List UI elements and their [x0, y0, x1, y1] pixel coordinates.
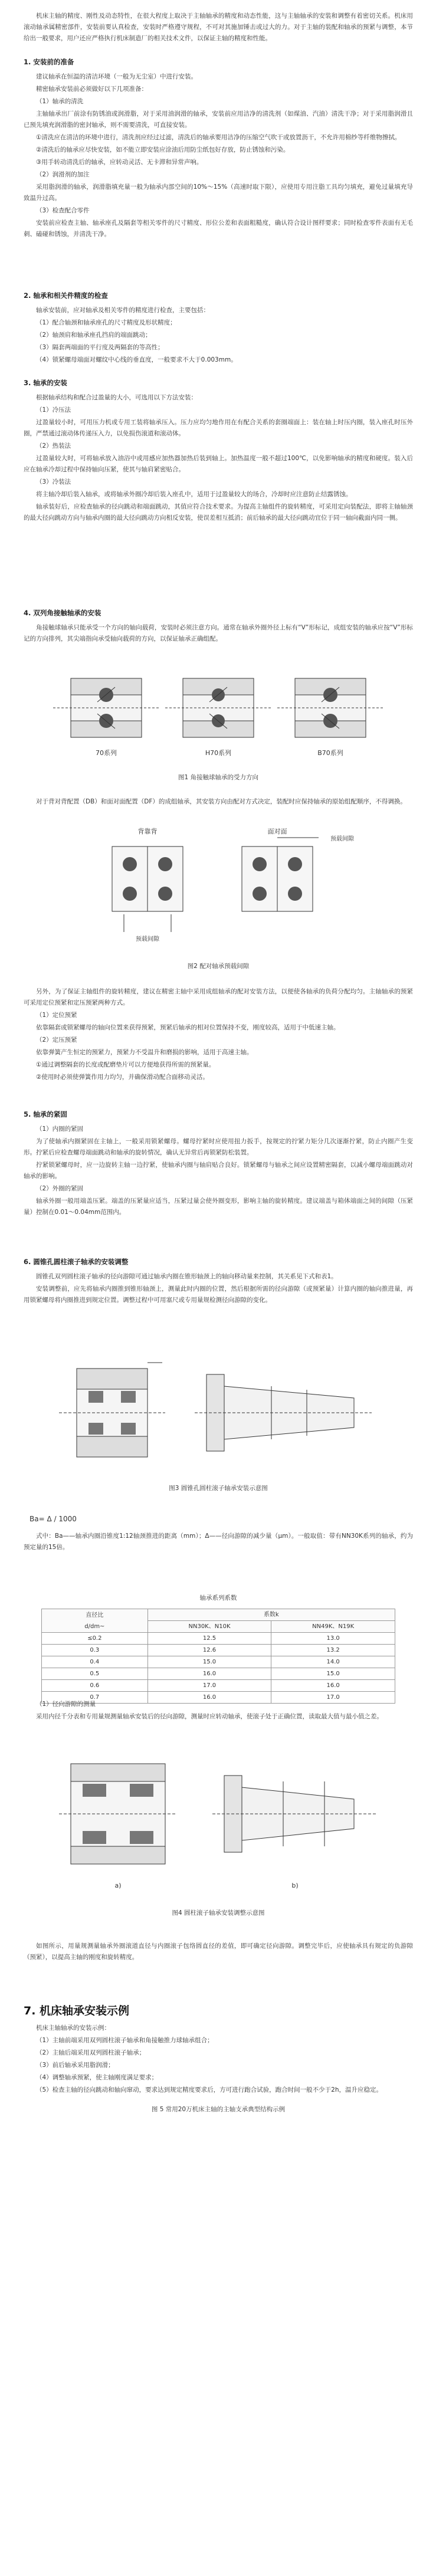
paragraph: 角接触球轴承只能承受一个方向的轴向载荷，安装时必须注意方向。通常在轴承外圈外径上标有“V”形标记，成组安装的轴承应按“V”形标记的方向排列，其尖端指向承受轴向载荷的方向，以保证轴承正确组配。 — [24, 624, 413, 642]
paragraph: ③用手转动清洗后的轴承，应转动灵活、无卡滞和异常声响。 — [36, 159, 203, 166]
figure-4-caption: 图4 圆柱滚子轴承安装调整示意图 — [172, 1909, 265, 1917]
figure-1 — [35, 661, 401, 779]
figure-4 — [47, 1746, 389, 1917]
paragraph: （3）检查配合零件 — [36, 207, 90, 214]
section-5-title: 5. 轴承的紧固 — [24, 1110, 67, 1118]
paragraph: （3）前后轴承采用脂润滑； — [36, 2062, 114, 2069]
paragraph: 圆锥孔双列圆柱滚子轴承的径向游隙可通过轴承内圈在锥形轴颈上的轴向移动量来控制，其关系见下式和表1。 — [36, 1273, 337, 1280]
figure-4-drawing — [47, 1746, 389, 1896]
paragraph: （2）定压预紧 — [36, 1036, 77, 1043]
figure-2-drawing — [77, 823, 360, 950]
roller-bearing-a — [59, 1764, 177, 1864]
paragraph: 拧紧锁紧螺母时，应一边旋转主轴一边拧紧，使轴承内圈与轴肩贴合良好。锁紧螺母与轴承之间应设置精密隔套，以减小螺母端面跳动对轴承的影响。 — [24, 1161, 413, 1180]
table-header-cell: 直径比 d/dm~ — [42, 1609, 148, 1633]
tapered-journal — [195, 1374, 372, 1451]
figure-2 — [77, 823, 360, 970]
figure-1-caption: 图1 角接触球轴承的受力方向 — [178, 774, 259, 781]
paragraph: （2）润滑剂的加注 — [36, 171, 90, 178]
paragraph: （2）热装法 — [36, 442, 71, 449]
paragraph: 轴承装好后，应检查轴承的径向跳动和端面跳动，其值应符合技术要求。为提高主轴组件的旋转精度，可采用定向装配法，即将主轴轴颈的最大径向跳动方向与轴承内圈的最大径向跳动方向相反安装，使误差相互抵消；前后轴承的最大径向跳动宜位于同一轴向截面内同一侧。 — [24, 503, 413, 521]
paragraph: （1）径向游隙的测量 — [36, 1701, 96, 1708]
paragraph: 主轴轴承出厂前涂有防锈油或润滑脂，对于采用油润滑的轴承，安装前应用洁净的清洗剂（如煤油、汽油）清洗干净；对于采用脂润滑且已预先填充润滑脂的密封轴承，则不需要清洗，可直接安装。 — [24, 110, 413, 129]
fig1-label-70: 70系列 — [96, 749, 117, 757]
paragraph: 轴承安装前，应对轴承及相关零件的精度进行检查，主要包括： — [36, 307, 209, 314]
paragraph: 根据轴承结构和配合过盈量的大小，可选用以下方法安装： — [36, 394, 197, 401]
paragraph: 将主轴冷却后装入轴承，或将轴承外圈冷却后装入座孔中，适用于过盈量较大的场合，冷却时应注意防止结露锈蚀。 — [36, 491, 352, 498]
section-4-fig2-intro — [24, 796, 413, 809]
table-row: 0.3 12.6 13.2 — [42, 1645, 395, 1656]
table-header-cell: NN49K、N19K — [271, 1621, 395, 1633]
paragraph: 安装调整前，应先将轴承内圈推到锥形轴颈上，测量此时内圈的位置，然后根据所需的径向游隙（或预紧量）计算内圈的轴向推进量，再用锁紧螺母将内圈推进到规定位置。调整过程中可用塞尺或专用量规检测径向游隙的变化。 — [24, 1285, 413, 1304]
paragraph: （3）冷装法 — [36, 478, 71, 485]
table-row: 0.5 16.0 15.0 — [42, 1668, 395, 1680]
paragraph: 采用脂润滑的轴承，润滑脂填充量一般为轴承内部空间的10%～15%（高速时取下限），应使用专用注脂工具均匀填充，避免过量填充导致温升过高。 — [24, 183, 413, 202]
section-5 — [24, 1109, 413, 1219]
table-row: 0.4 15.0 14.0 — [42, 1656, 395, 1668]
paragraph: 如图所示，用量规测量轴承外圈滚道直径与内圈滚子包络圆直径的差值，即可确定径向游隙。调整完毕后，应使轴承具有规定的负游隙（预紧），以提高主轴的刚度和旋转精度。 — [24, 1942, 413, 1961]
paragraph: 过盈量较大时，可将轴承放入油浴中或用感应加热器加热后装到轴上。加热温度一般不超过100℃，以免影响轴承的精度和硬度。装入后应在轴承冷却过程中保持轴向压紧，使其与轴肩紧密贴合。 — [24, 455, 413, 473]
fig1-label-b70: B70系列 — [317, 749, 343, 757]
paragraph: 过盈量较小时，可用压力机或专用工装将轴承压入。压力应均匀地作用在有配合关系的套圈端面上：装在轴上时压内圈，装入座孔时压外圈，严禁通过滚动体传递压入力，以免损伤滚道和滚动体。 — [24, 419, 413, 437]
intro-section — [24, 11, 413, 45]
table-title: 轴承系列系数 — [199, 1594, 237, 1602]
paragraph: 对于背对背配置（DB）和面对面配置（DF）的成组轴承，其安装方向由配对方式决定，装配时应保持轴承的原始组配顺序，不得调换。 — [36, 798, 407, 805]
intro-paragraph: 机床主轴的精度、刚性及动态特性，在很大程度上取决于主轴轴承的精度和动态性能，这与主轴轴承的安装和调整有着密切关系。机床用滚动轴承属精密部件，安装前要认真检查，安装时严格遵守规程，不可对其施加锤击或过大的力。对于主轴的装配和轴承的预紧与调整，本节给出一般要求，用户还应严格执行机床制造厂的相关技术文件，以保证主轴的精度和性能。 — [24, 12, 413, 42]
table-row: ≤0.2 12.5 13.0 — [42, 1633, 395, 1645]
section-6-title: 6. 圆锥孔圆柱滚子轴承的安装调整 — [24, 1258, 129, 1266]
fig2-label-back-to-back: 背靠背 — [137, 828, 158, 835]
section-1 — [24, 57, 413, 241]
section-4 — [24, 608, 413, 646]
paragraph: 另外，为了保证主轴组件的旋转精度，建议在精密主轴中采用成组轴承的配对安装方法，以便使各轴承的负荷分配均匀。主轴轴承的预紧可采用定位预紧和定压预紧两种方式。 — [24, 988, 413, 1006]
paragraph: （1）配合轴颈和轴承座孔的尺寸精度及形状精度； — [36, 319, 176, 326]
section-4-title: 4. 双列角接触轴承的安装 — [24, 609, 101, 617]
figure-3-caption: 图3 圆锥孔圆柱滚子轴承安装示意图 — [169, 1485, 268, 1492]
paragraph: （1）主轴前端采用双列圆柱滚子轴承和角接触推力球轴承组合； — [36, 2037, 214, 2044]
paragraph: （5）检查主轴的径向跳动和轴向窜动，要求达到规定精度要求后，方可进行跑合试验，跑合时间一般不少于2h，温升应稳定。 — [36, 2086, 383, 2093]
paragraph: 采用内径千分表和专用量规测量轴承安装后的径向游隙，测量时应转动轴承，使滚子处于正确位置，读取最大值与最小值之差。 — [36, 1713, 383, 1720]
section-4-continued — [24, 986, 413, 1084]
table-row: 0.6 17.0 16.0 — [42, 1680, 395, 1692]
paragraph: ②使用时必须使弹簧作用力均匀，并确保滑动配合面移动灵活。 — [36, 1074, 209, 1081]
paragraph: 建议轴承在恒温的清洁环境（一般为无尘室）中进行安装。 — [36, 73, 197, 80]
section-6-continued — [24, 1699, 413, 1724]
section-7 — [24, 2006, 413, 2115]
bearing-pair-db — [112, 846, 183, 932]
formula-block — [24, 1510, 413, 1554]
paragraph: （2）轴颈肩和轴承座孔挡肩的端面跳动； — [36, 332, 152, 339]
bearing-h70-series — [165, 678, 271, 737]
paragraph: 轴承外圈一般用端盖压紧。端盖的压紧量应适当，压紧过量会使外圈变形，影响主轴的旋转精度。建议端盖与箱体端面之间的间隙（压紧量）控制在0.01～0.04mm范围内。 — [24, 1197, 413, 1216]
paragraph: 依靠隔套或锁紧螺母的轴向位置来获得预紧，预紧后轴承的相对位置保持不变，刚度较高，适用于中低速主轴。 — [36, 1024, 340, 1031]
section-6 — [24, 1256, 413, 1307]
table-block — [41, 1593, 395, 1704]
bearing-b70-series — [277, 678, 383, 737]
figure-3-drawing — [47, 1351, 389, 1472]
bearing-pair-df — [242, 838, 319, 911]
paragraph: 依靠弹簧产生恒定的预紧力，预紧力不受温升和磨损的影响，适用于高速主轴。 — [36, 1049, 253, 1056]
paragraph: ②清洗后的轴承应尽快安装，如不能立即安装应涂油后用防尘纸包好存放，防止锈蚀和污染。 — [36, 146, 290, 153]
fig2-label-preload-gap-2: 预载间隙 — [330, 836, 354, 842]
paragraph: （2）外圈的紧固 — [36, 1185, 84, 1192]
section-1-title: 1. 安装前的准备 — [24, 58, 74, 66]
paragraph: （1）轴承的清洗 — [36, 98, 84, 105]
paragraph: （1）冷压法 — [36, 406, 71, 414]
paragraph: 机床主轴轴承的安装示例： — [36, 2024, 110, 2032]
figure-2-caption: 图2 配对轴承预载间隙 — [187, 963, 250, 970]
tapered-bore-bearing — [59, 1363, 165, 1457]
table-header-cell: NN30K、N10K — [147, 1621, 271, 1633]
coefficient-table — [41, 1609, 395, 1704]
paragraph: ①清洗应在清洁的环境中进行，清洗剂应经过过滤，清洗后的轴承要用洁净的压缩空气吹干或放置沥干，不允许用棉纱等纤维物擦拭。 — [36, 134, 401, 141]
roller-bearing-b — [212, 1776, 378, 1852]
section-3 — [24, 378, 413, 525]
table-row: 0.7 16.0 17.0 — [42, 1692, 395, 1704]
paragraph: （4）调整轴承预紧，使主轴刚度满足要求； — [36, 2074, 158, 2081]
paragraph: （4）锁紧螺母端面对螺纹中心线的垂直度，一般要求不大于0.003mm。 — [36, 356, 237, 363]
figure-3 — [47, 1351, 389, 1492]
formula: Ba= Δ / 1000 — [29, 1515, 77, 1523]
bearing-70-series — [53, 678, 159, 737]
section-3-title: 3. 轴承的安装 — [24, 379, 67, 387]
figure-5-caption: 图 5 常用20万机床主轴的主轴支承典型结构示例 — [151, 2106, 286, 2113]
paragraph: （2）主轴后端采用双列圆柱滚子轴承； — [36, 2049, 146, 2056]
section-7-title: 7. 机床轴承安装示例 — [24, 2004, 130, 2017]
paragraph: （1）内圈的紧固 — [36, 1125, 84, 1133]
paragraph: 为了使轴承内圈紧固在主轴上，一般采用锁紧螺母。螺母拧紧时应使用扭力扳手，按规定的拧紧力矩分几次逐渐拧紧，防止内圈产生变形。拧紧后应检查螺母端面跳动和轴承的旋转情况，确认无异常后再锁紧防松装置。 — [24, 1138, 413, 1156]
fig2-label-preload-gap: 预载间隙 — [136, 936, 159, 943]
fig4-label-b: b) — [291, 1882, 299, 1889]
section-2-title: 2. 轴承和相关件精度的检查 — [24, 291, 108, 300]
paragraph: ①通过调整隔套的长度或配磨垫片可以方便地获得所需的预紧量。 — [36, 1061, 215, 1068]
table-header-cell: 系数k — [147, 1609, 395, 1621]
paragraph: （3）隔套两端面的平行度及两隔套的等高性； — [36, 344, 164, 351]
paragraph: （1）定位预紧 — [36, 1012, 77, 1019]
section-6-tail — [24, 1941, 413, 1964]
paragraph: 安装前应检查主轴、轴承座孔及隔套等相关零件的尺寸精度、形位公差和表面粗糙度，确认符合设计图样要求；同时检查零件表面有无毛刺、磕碰和锈蚀，并清洗干净。 — [24, 219, 413, 238]
figure-1-drawing — [35, 661, 401, 761]
fig2-label-face-to-face: 面对面 — [267, 828, 287, 835]
formula-note: 式中：Ba——轴承内圈沿锥度1:12轴颈推进的距离（mm）；Δ——径向游隙的减少量（μm）。一般取值：带有NN30K系列的轴承，约为预定量的15倍。 — [24, 1533, 413, 1551]
paragraph: 精密轴承安装前必须做好以下几项准备： — [36, 86, 147, 93]
fig1-label-h70: H70系列 — [205, 749, 232, 757]
fig4-label-a: a) — [114, 1882, 122, 1889]
section-2 — [24, 290, 413, 367]
